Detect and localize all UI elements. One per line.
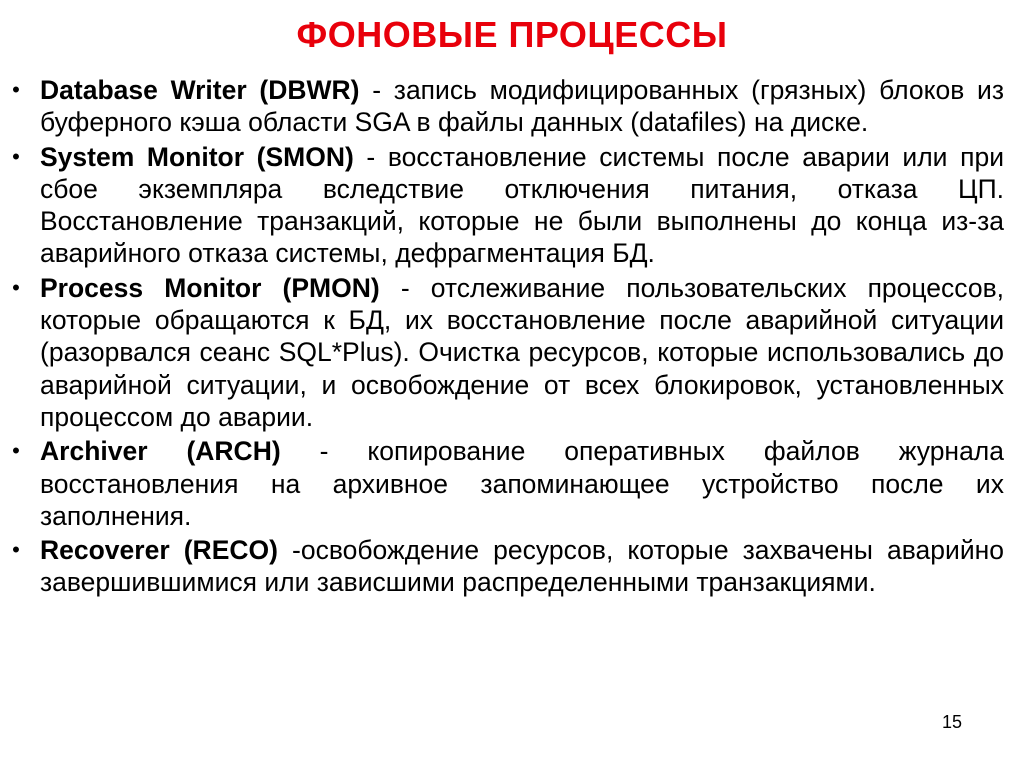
bullet-term: Archiver (ARCH) <box>40 436 281 467</box>
bullet-term: Recoverer (RECO) <box>40 535 278 566</box>
bullet-dot-icon: • <box>12 143 20 169</box>
bullet-description: - копирование оперативных файлов журнала восстановления на архивное запоминающее устройство после их заполнения. <box>40 436 1005 531</box>
bullet-arch <box>6 435 1004 532</box>
bullet-list <box>6 74 1004 601</box>
bullet-term: Database Writer (DBWR) <box>40 75 360 105</box>
bullet-smon <box>6 141 1004 270</box>
bullet-dot-icon: • <box>12 77 20 102</box>
bullet-reco <box>6 534 1004 599</box>
bullet-term: Process Monitor (PMON) <box>40 272 380 303</box>
bullet-term: System Monitor (SMON) <box>40 141 354 172</box>
slide-title: ФОНОВЫЕ ПРОЦЕССЫ <box>296 14 728 55</box>
bullet-description: - восстановление системы после аварии или при сбое экземпляра вследствие отключения питания, отказа ЦП. Восстановление транзакций, которые не были выполнены до конца из-за аварийного отказа системы, дефрагментация БД. <box>40 141 1004 269</box>
bullet-dot-icon: • <box>12 537 20 563</box>
bullet-dbwr <box>6 74 1004 139</box>
bullet-dot-icon: • <box>12 274 20 300</box>
bullet-dot-icon: • <box>12 438 20 464</box>
bullet-pmon <box>6 272 1004 433</box>
bullet-description: - отслеживание пользовательских процессов, которые обращаются к БД, их восстановление после аварийной ситуации (разорвался сеанс SQL*Plus). Очистка ресурсов, которые использовались до аварийной ситуации, и освобождение от всех блокировок, установленных процессом до аварии. <box>40 272 1005 432</box>
page-number: 15 <box>941 712 962 732</box>
bullet-description: - запись модифицированных (грязных) блоков из буферного кэша области SGA в файлы данных (datafiles) на диске. <box>40 75 1004 138</box>
bullet-description: -освобождение ресурсов, которые захвачены аварийно завершившимися или зависшими распределенными транзакциями. <box>40 535 1005 598</box>
